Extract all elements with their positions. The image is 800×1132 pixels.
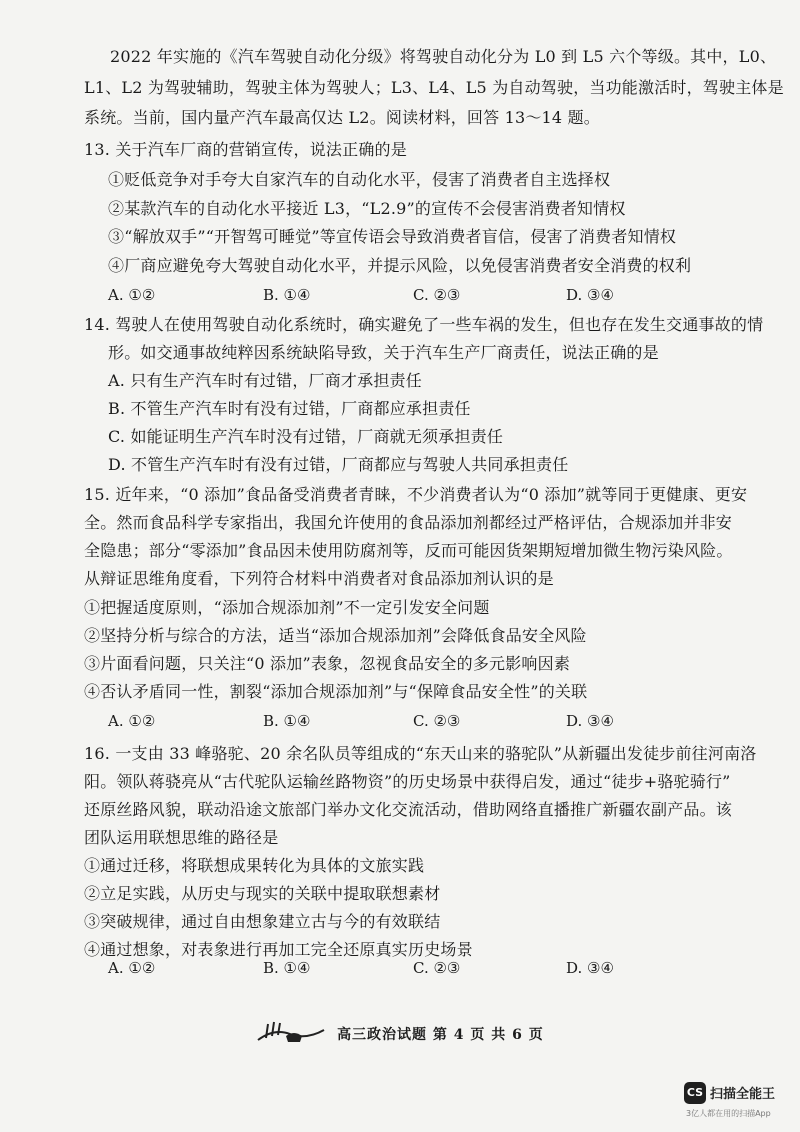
material-line-2: L1、L2 为驾驶辅助，驾驶主体为驾驶人；L3、L4、L5 为自动驾驶，当功能激活时，驾驶主体是 <box>84 78 784 97</box>
q16-stem-line-4: 团队运用联想思维的路径是 <box>84 828 279 847</box>
q15-option-a: A. ①② <box>108 712 156 730</box>
q16-stem-line-1: 16. 一支由 33 峰骆驼、20 余名队员等组成的“东天山来的骆驼队”从新疆出发徒步前往河南洛 <box>84 744 757 763</box>
q15-option-b: B. ①④ <box>263 712 311 730</box>
q16-stem-line-2: 阳。领队蒋骁亮从“古代驼队运输丝路物资”的历史场景中获得启发，通过“徒步+骆驼骑行” <box>84 772 731 791</box>
q13-item-2: ②某款汽车的自动化水平接近 L3，“L2.9”的宣传不会侵害消费者知情权 <box>108 199 626 218</box>
footer-page-label: 高三政治试题 第 4 页 共 6 页 <box>337 1027 544 1043</box>
q13-item-3: ③“解放双手”“开智驾可睡觉”等宣传语会导致消费者盲信，侵害了消费者知情权 <box>108 227 677 246</box>
q15-item-1: ①把握适度原则，“添加合规添加剂”不一定引发安全问题 <box>84 598 490 617</box>
q13-item-4: ④厂商应避免夸大驾驶自动化水平，并提示风险，以免侵害消费者安全消费的权利 <box>108 256 692 275</box>
scanner-watermark <box>684 1080 792 1124</box>
scanner-tagline: 3亿人都在用的扫描App <box>686 1109 771 1118</box>
q15-option-c: C. ②③ <box>413 712 461 730</box>
q13-stem: 13. 关于汽车厂商的营销宣传，说法正确的是 <box>84 140 407 159</box>
camscanner-logo-icon: CS <box>684 1082 706 1104</box>
q15-item-4: ④否认矛盾同一性，割裂“添加合规添加剂”与“保障食品安全性”的关联 <box>84 682 588 701</box>
q15-option-d: D. ③④ <box>566 712 614 730</box>
q14-option-c: C. 如能证明生产汽车时没有过错，厂商就无须承担责任 <box>108 427 504 446</box>
q15-item-3: ③片面看问题，只关注“0 添加”表象，忽视食品安全的多元影响因素 <box>84 654 571 673</box>
q15-item-2: ②坚持分析与综合的方法，适当“添加合规添加剂”会降低食品安全风险 <box>84 626 587 645</box>
q15-stem-line-4: 从辩证思维角度看，下列符合材料中消费者对食品添加剂认识的是 <box>84 569 554 588</box>
q16-option-d: D. ③④ <box>566 959 614 977</box>
q13-option-a: A. ①② <box>108 286 156 304</box>
q14-option-a: A. 只有生产汽车时有过错，厂商才承担责任 <box>108 371 422 390</box>
q15-stem-line-2: 全。然而食品科学专家指出，我国允许使用的食品添加剂都经过严格评估，合规添加并非安 <box>84 513 733 532</box>
q16-item-3: ③突破规律，通过自由想象建立古与今的有效联结 <box>84 912 441 931</box>
q16-item-1: ①通过迁移，将联想成果转化为具体的文旅实践 <box>84 856 425 875</box>
q15-stem-line-3: 全隐患；部分“零添加”食品因未使用防腐剂等，反而可能因货架期短增加微生物污染风险。 <box>84 541 733 560</box>
q16-item-4: ④通过想象，对表象进行再加工完全还原真实历史场景 <box>84 940 473 959</box>
q15-stem-line-1: 15. 近年来，“0 添加”食品备受消费者青睐，不少消费者认为“0 添加”就等同于更健康、更安 <box>84 485 748 504</box>
scanner-app-name: 扫描全能王 <box>710 1087 776 1102</box>
q16-item-2: ②立足实践，从历史与现实的关联中提取联想素材 <box>84 884 441 903</box>
q13-item-1: ①贬低竞争对手夸大自家汽车的自动化水平，侵害了消费者自主选择权 <box>108 170 611 189</box>
school-logo-icon <box>256 1020 326 1048</box>
q16-option-a: A. ①② <box>108 959 156 977</box>
q16-stem-line-3: 还原丝路风貌，联动沿途文旅部门举办文化交流活动，借助网络直播推广新疆农副产品。该 <box>84 800 733 819</box>
q13-option-d: D. ③④ <box>566 286 614 304</box>
q16-option-b: B. ①④ <box>263 959 311 977</box>
page-footer <box>0 1020 800 1048</box>
q14-option-d: D. 不管生产汽车时有没有过错，厂商都应与驾驶人共同承担责任 <box>108 455 569 474</box>
material-line-3: 系统。当前，国内量产汽车最高仅达 L2。阅读材料，回答 13～14 题。 <box>84 108 600 127</box>
q16-option-c: C. ②③ <box>413 959 461 977</box>
q13-option-c: C. ②③ <box>413 286 461 304</box>
material-line-1: 2022 年实施的《汽车驾驶自动化分级》将驾驶自动化分为 L0 到 L5 六个等级。其中，L0、 <box>110 47 777 66</box>
q13-option-b: B. ①④ <box>263 286 311 304</box>
q14-stem-line-1: 14. 驾驶人在使用驾驶自动化系统时，确实避免了一些车祸的发生，但也存在发生交通事故的情 <box>84 315 764 334</box>
q14-option-b: B. 不管生产汽车时有没有过错，厂商都应承担责任 <box>108 399 471 418</box>
q14-stem-line-2: 形。如交通事故纯粹因系统缺陷导致，关于汽车生产厂商责任，说法正确的是 <box>108 343 659 362</box>
